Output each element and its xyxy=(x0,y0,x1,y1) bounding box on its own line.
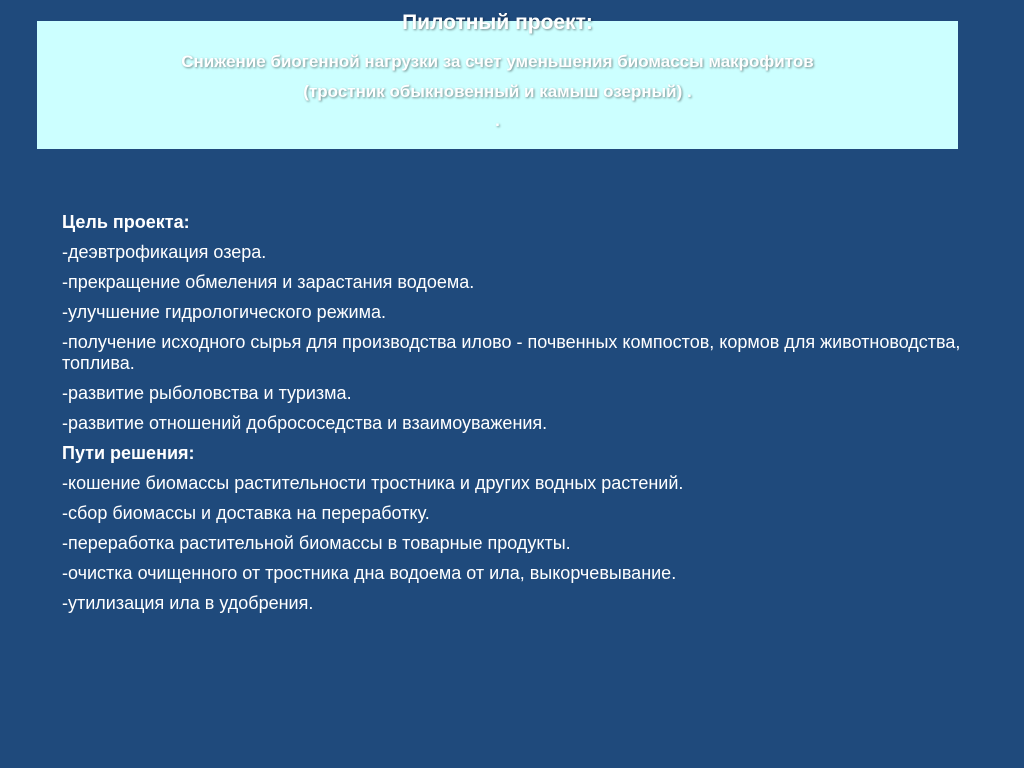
solution-item: -сбор биомассы и доставка на переработку. xyxy=(62,503,430,523)
slide-title: Пилотный проект: xyxy=(402,11,593,34)
goal-item: -получение исходного сырья для производства илово - почвенных компостов, кормов для животноводства, топлива. xyxy=(62,332,961,373)
slide-content xyxy=(62,212,962,623)
goal-item: -развитие отношений добрососедства и взаимоуважения. xyxy=(62,413,548,433)
solution-item: -утилизация ила в удобрения. xyxy=(62,593,314,613)
solution-item: -очистка очищенного от тростника дна водоема от ила, выкорчевывание. xyxy=(62,563,677,583)
goal-item: -развитие рыболовства и туризма. xyxy=(62,383,352,403)
goal-item: -деэвтрофикация озера. xyxy=(62,242,267,262)
title-box xyxy=(37,11,958,149)
goal-item: -прекращение обмеления и зарастания водоема. xyxy=(62,272,475,292)
goal-heading: Цель проекта: xyxy=(62,212,190,232)
solution-item: -переработка растительной биомассы в товарные продукты. xyxy=(62,533,571,553)
goal-item: -улучшение гидрологического режима. xyxy=(62,302,386,322)
subtitle-line-1: Снижение биогенной нагрузки за счет уменьшения биомассы макрофитов xyxy=(181,52,814,71)
subtitle-dot: . xyxy=(495,111,500,130)
subtitle-line-2: (тростник обыкновенный и камыш озерный) . xyxy=(303,82,692,101)
slide-subtitle xyxy=(47,47,948,107)
solution-item: -кошение биомассы растительности тростника и других водных растений. xyxy=(62,473,684,493)
solutions-heading: Пути решения: xyxy=(62,443,195,463)
